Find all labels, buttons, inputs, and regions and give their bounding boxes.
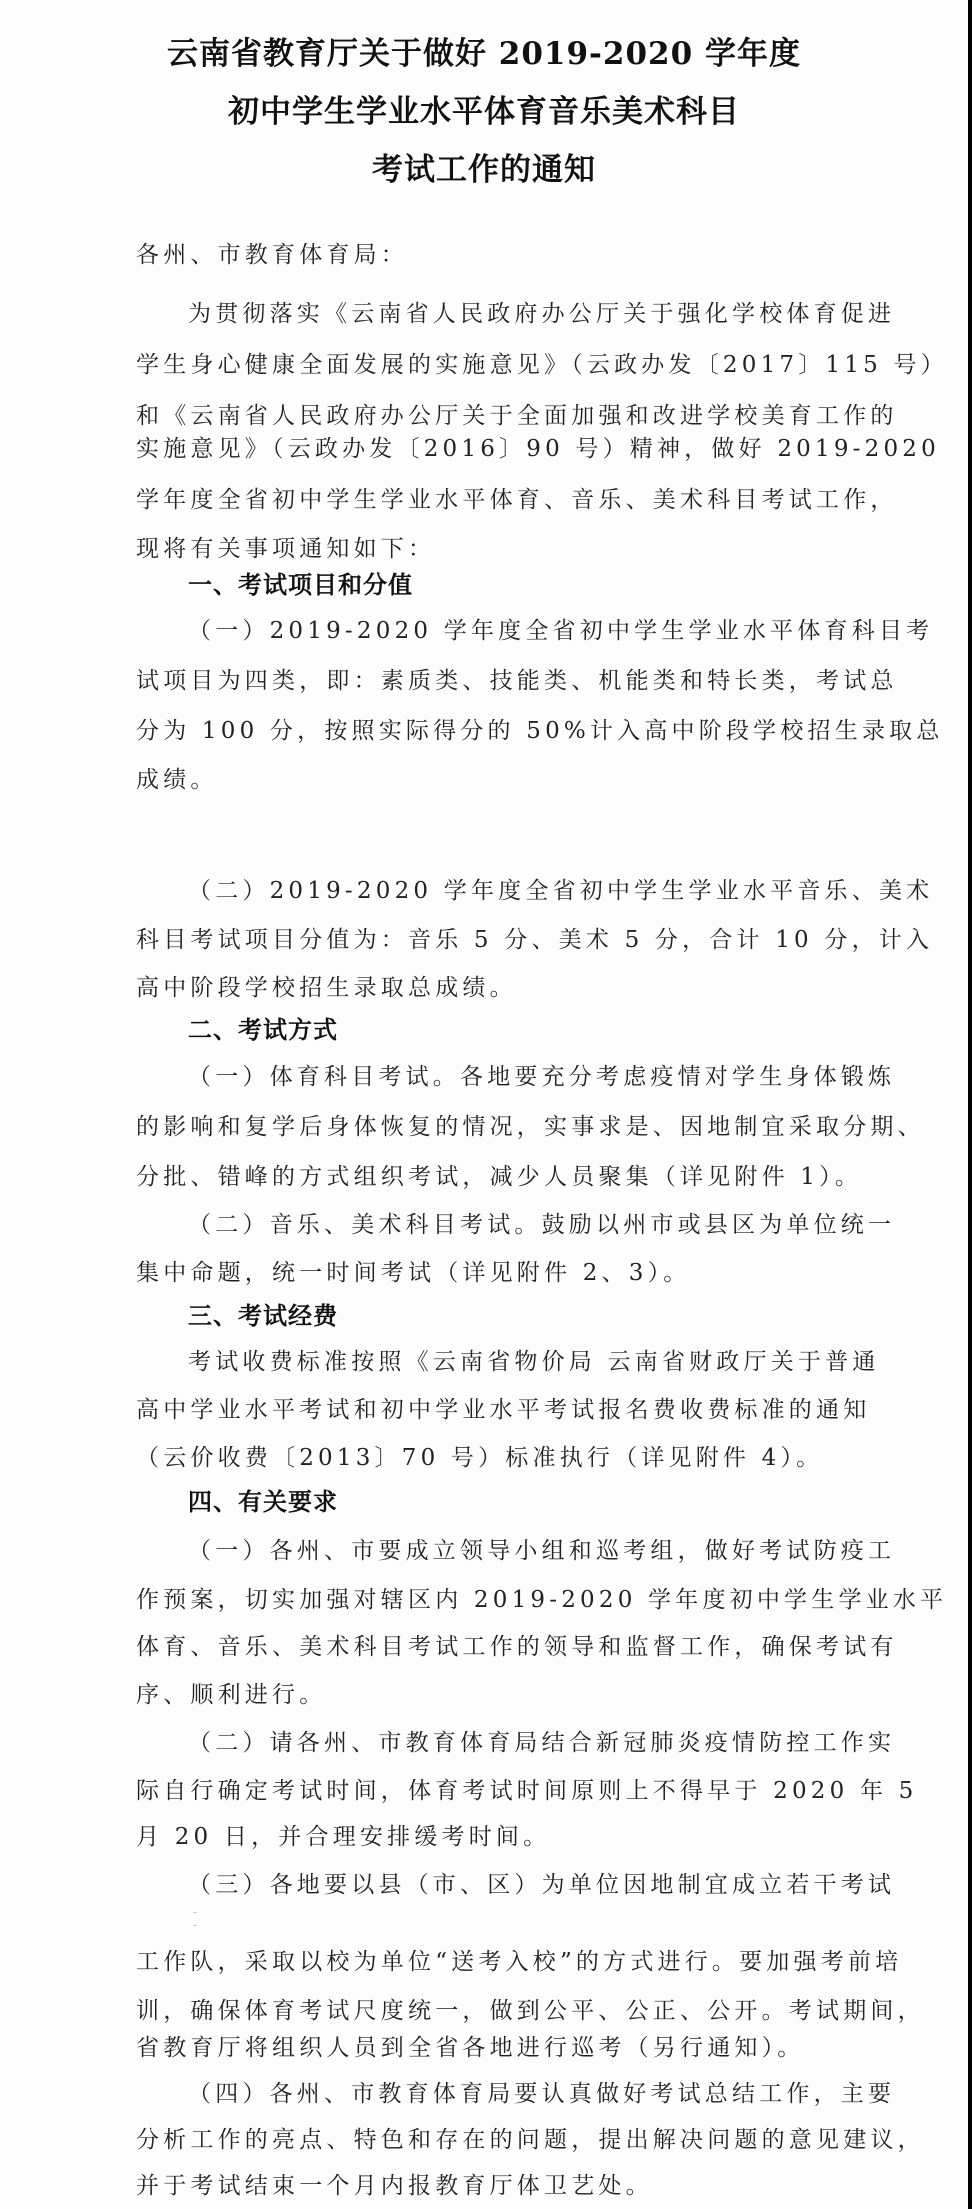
section-3-heading: 三、考试经费 [188,1302,338,1330]
section-1-heading: 一、考试项目和分值 [188,571,413,599]
intro-line: 为贯彻落实《云南省人民政府办公厅关于强化学校体育促进 [188,301,896,327]
paragraph-line: 训，确保体育考试尺度统一，做到公平、公正、公开。考试期间， [136,1998,925,2024]
scan-artifact [193,1912,197,1926]
paragraph-line: 科目考试项目分值为：音乐 5 分、美术 5 分，合计 10 分，计入 [136,927,934,953]
paragraph-line: 成绩。 [136,767,218,793]
paragraph-line: （二）请各州、市教育体育局结合新冠肺炎疫情防控工作实 [188,1730,896,1756]
paragraph-line: 作预案，切实加强对辖区内 2019-2020 学年度初中学生学业水平 [136,1587,948,1613]
intro-line: 和《云南省人民政府办公厅关于全面加强和改进学校美育工作的 [136,403,898,429]
paragraph-line: 集中命题，统一时间考试（详见附件 2、3）。 [136,1260,691,1286]
paragraph-line: （一）2019-2020 学年度全省初中学生学业水平体育科目考 [188,618,934,644]
paragraph-line: 体育、音乐、美术科目考试工作的领导和监督工作，确保考试有 [136,1634,898,1660]
paragraph-line: 考试收费标准按照《云南省物价局 云南省财政厅关于普通 [188,1349,880,1375]
paragraph-line: 高中学业水平考试和初中学业水平考试报名费收费标准的通知 [136,1397,871,1423]
intro-line: 实施意见》（云政办发〔2016〕90 号）精神，做好 2019-2020 [136,436,940,462]
paragraph-line: （云价收费〔2013〕70 号）标准执行（详见附件 4）。 [136,1445,824,1471]
paragraph-line: 省教育厅将组织人员到全省各地进行巡考（另行通知）。 [136,2035,805,2061]
section-4-heading: 四、有关要求 [188,1488,338,1516]
paragraph-line: 际自行确定考试时间，体育考试时间原则上不得早于 2020 年 5 [136,1778,918,1804]
paragraph-line: （三）各地要以县（市、区）为单位因地制宜成立若干考试 [188,1872,896,1898]
paragraph-line: 的影响和复学后身体恢复的情况，实事求是、因地制宜采取分期、 [136,1114,925,1140]
paragraph-line: 分为 100 分，按照实际得分的 50%计入高中阶段学校招生录取总 [136,718,944,744]
salutation: 各州、市教育体育局： [136,242,408,268]
paragraph-line: 序、顺利进行。 [136,1682,327,1708]
paragraph-line: 高中阶段学校招生录取总成绩。 [136,975,517,1001]
paragraph-line: 分析工作的亮点、特色和存在的问题，提出解决问题的意见建议， [136,2127,925,2153]
paragraph-line: （二）2019-2020 学年度全省初中学生学业水平音乐、美术 [188,878,934,904]
intro-line: 学年度全省初中学生学业水平体育、音乐、美术科目考试工作， [136,487,898,513]
intro-line: 现将有关事项通知如下： [136,536,436,562]
paragraph-line: 分批、错峰的方式组织考试，减少人员聚集（详见附件 1）。 [136,1164,863,1190]
paragraph-line: （四）各州、市教育体育局要认真做好考试总结工作，主要 [188,2081,896,2107]
title-line-3: 考试工作的通知 [372,152,596,188]
title-line-1: 云南省教育厅关于做好 2019-2020 学年度 [166,36,801,72]
paragraph-line: 并于考试结束一个月内报教育厅体卫艺处。 [136,2173,653,2199]
paragraph-line: 月 20 日，并合理安排缓考时间。 [136,1824,551,1850]
paragraph-line: 试项目为四类，即：素质类、技能类、机能类和特长类，考试总 [136,668,898,694]
intro-line: 学生身心健康全面发展的实施意见》（云政办发〔2017〕115 号） [136,352,948,378]
section-2-heading: 二、考试方式 [188,1016,338,1044]
paragraph-line: 工作队，采取以校为单位“送考入校”的方式进行。要加强考前培 [136,1949,903,1975]
paragraph-line: （二）音乐、美术科目考试。鼓励以州市或县区为单位统一 [188,1212,896,1238]
title-line-2: 初中学生学业水平体育音乐美术科目 [228,94,740,130]
page-edge-border [968,0,972,2209]
paragraph-line: （一）各州、市要成立领导小组和巡考组，做好考试防疫工 [188,1538,896,1564]
paragraph-line: （一）体育科目考试。各地要充分考虑疫情对学生身体锻炼 [188,1064,896,1090]
